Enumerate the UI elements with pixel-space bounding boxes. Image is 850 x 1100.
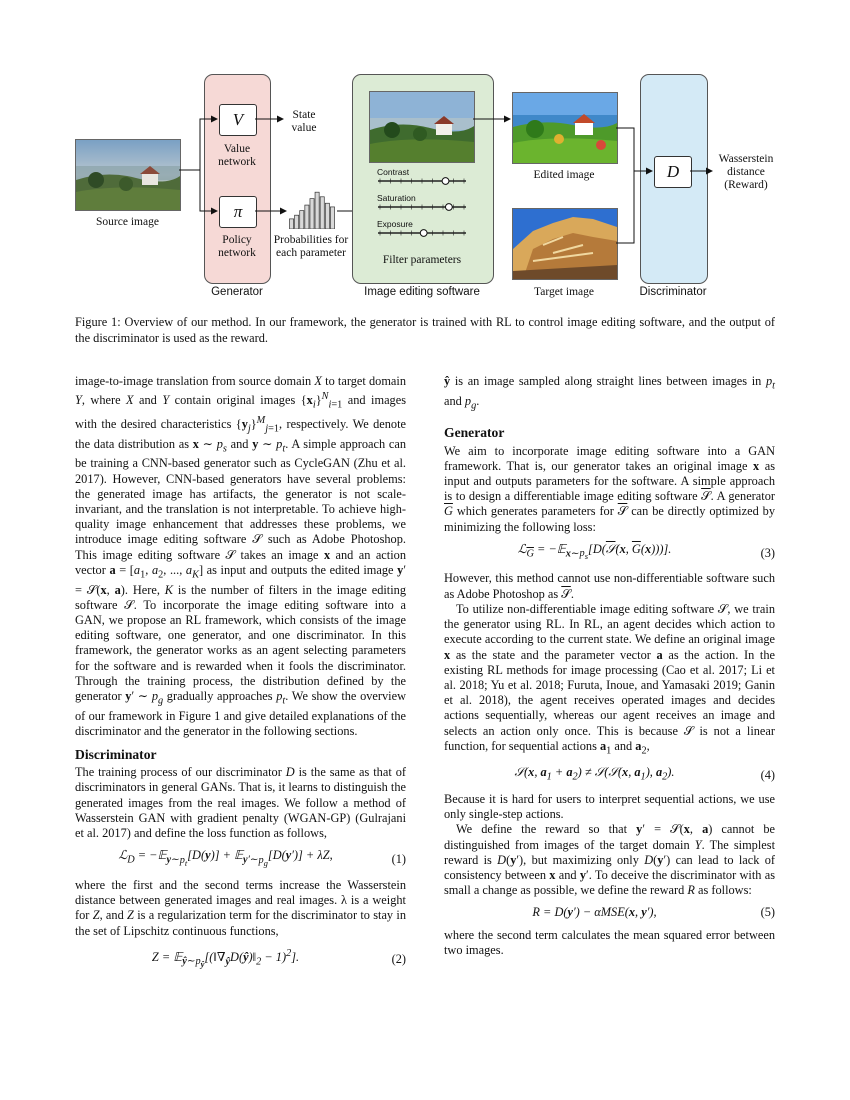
wasserstein-label: Wasserstein distance (Reward)	[718, 153, 774, 191]
policy-symbol: π	[233, 202, 243, 221]
saturation-label: Saturation	[377, 193, 416, 203]
filter-parameters-label: Filter parameters	[382, 254, 462, 266]
figure-arrows	[0, 0, 850, 300]
equation-1: ℒ$_D$ = −𝔼$_{y\sim p_t}$[D(y)] + 𝔼$_{y'\sim p_g}$[D(y′)] + λZ, (1)	[118, 848, 406, 868]
equation-2: $Z = 𝔼_{ŷ\sim p_ŷ}[(‖\nabla_ŷD(ŷ)‖_2 - 1)^2]$. (2)	[151, 947, 406, 970]
disc-symbol: D	[666, 162, 680, 181]
probabilities-label: Probabilities for each parameter	[273, 234, 349, 259]
discriminator-paragraph: The training process of our discriminator D is the same as that of discriminators in general GANs. That is, it learns to distinguish the generated images from the real images. We follow a method of Wasserstein GAN with gradient penalty (WGAN-GP) (Gulrajani et al. 2017) and define the loss function as follows,	[75, 765, 406, 841]
source-image-label: Source image	[96, 216, 159, 228]
discriminator-label: Discriminator	[639, 286, 707, 298]
equation-5: R = D(y′) − αMSE(x, y′), (5)	[532, 905, 775, 920]
equation-3: ℒ$_{\overline{G}}$ = −𝔼$_{x\sim p_s}$[D(𝒮(x, $\overline{G}(x)$))]. (3)	[517, 541, 775, 562]
generator-paragraph-2: However, this method cannot use non-differentiable software such as Adobe Photoshop as 𝒮.	[444, 571, 775, 601]
generator-paragraph-6: where the second term calculates the mean squared error between two images.	[444, 927, 775, 957]
left-column	[75, 374, 406, 980]
generator-paragraph-5: We define the reward so that y′ = 𝒮(x, a) cannot be distinguished from images of the target domain Y. The simplest reward is D(y′), but maximizing only D(y′) can lead to lack of consistency between x and y′. To deceive the discriminator with as small a change as possible, we define the reward R as follows:	[444, 822, 776, 898]
right-column	[444, 374, 775, 958]
policy-network-label: Policy network	[218, 234, 256, 259]
discriminator-paragraph-2: where the first and the second terms increase the Wasserstein distance between generated images and real images. λ is a weight for Z, and Z is a regularization term for the discriminator to stay in the set of Lipschitz continuous functions,	[75, 877, 406, 938]
state-value-label: State value	[291, 109, 317, 134]
contrast-label: Contrast	[377, 167, 410, 177]
figure-caption: Figure 1: Overview of our method. In our framework, the generator is trained with RL to control image editing software, and the output of the discriminator is used as the reward.	[75, 315, 775, 345]
generator-heading: Generator	[444, 425, 505, 441]
yhat-paragraph: ŷ is an image sampled along straight lines between images in $p_t$ and $p_g$.	[444, 374, 775, 412]
value-network-label: Value network	[218, 143, 256, 168]
software-label: Image editing software	[364, 286, 480, 298]
edited-image-label: Edited image	[533, 169, 595, 181]
intro-paragraph: image-to-image translation from source domain X to target domain Y, where X and Y contain original images $\{x_i\}^N_{i=1}$ and images with the desired characteristics $\{y_j\}^M_{j=1}$, respectively. We denote the data distribution as x ∼ $p_s$ and y ∼ $p_t$. A simple approach can be training a CNN-based generator such as CycleGAN (Zhu et al. 2017). However, CNN-based generators have several problems: the generated image has artifacts, the generator is not scale-invariant, and the translation is not interpretable. To achieve high-quality image enhancement that addresses these problems, we introduce image editing software 𝒮 such as Adobe Photoshop. This image editing software 𝒮 takes an image x and an action vector $a = [a_1$, $a_2$, ..., $a_K$] as input and outputs the edited image y′ = 𝒮(x, a). Here, K is the number of filters in the image editing software 𝒮. To incorporate the image editing software into a GAN, we propose an RL framework, which consists of the image editing software, one generator, and one discriminator. In this framework, the generator works as an agent selecting parameters for the software and is rewarded when it fools the discriminator. Through the training process, the distribution defined by the generator y′ ∼ $p_g$ gradually approaches $p_t$. We show the overview of our framework in Figure 1 and give detailed explanations of the discriminator and the generator in the following sections.	[75, 374, 407, 738]
value-symbol: V	[232, 110, 244, 129]
generator-paragraph-4: Because it is hard for users to interpret sequential actions, we use only single-step actions.	[444, 792, 775, 822]
exposure-label: Exposure	[377, 219, 413, 229]
generator-paragraph-3: To utilize non-differentiable image editing software 𝒮, we train the generator using RL. In RL, an agent decides which action to execute according to the current state. We define an original image x as the state and the parameter vector a as the action. In the existing RL methods for image processing (Cao et al. 2017; Li et al. 2018; Yu et al. 2018; Furuta, Inoue, and Yamasaki 2019; Ganin et al. 2018), the agent receives operated images and decides actions sequentially, whereas our agent receives an image and selects an action only once. This is because 𝒮 is not a linear function, for sequential actions $a_1$ and $a_2$,	[444, 601, 775, 757]
target-image-label: Target image	[534, 286, 594, 298]
generator-label: Generator	[211, 286, 263, 298]
generator-paragraph: We aim to incorporate image editing software into a GAN framework. That is, our generator takes an original image x as input and outputs parameters for the software. A simple approach is to design a differentiable image editing software 𝒮. A generator $\overline{G}$ which generates parameters for 𝒮 can be directly optimized by minimizing the following loss:	[444, 443, 775, 534]
discriminator-heading: Discriminator	[75, 747, 157, 763]
equation-4: 𝒮(x, $a_1 + a_2$) ≠ 𝒮(𝒮(x, $a_1$), $a_2$). (4)	[514, 765, 775, 783]
